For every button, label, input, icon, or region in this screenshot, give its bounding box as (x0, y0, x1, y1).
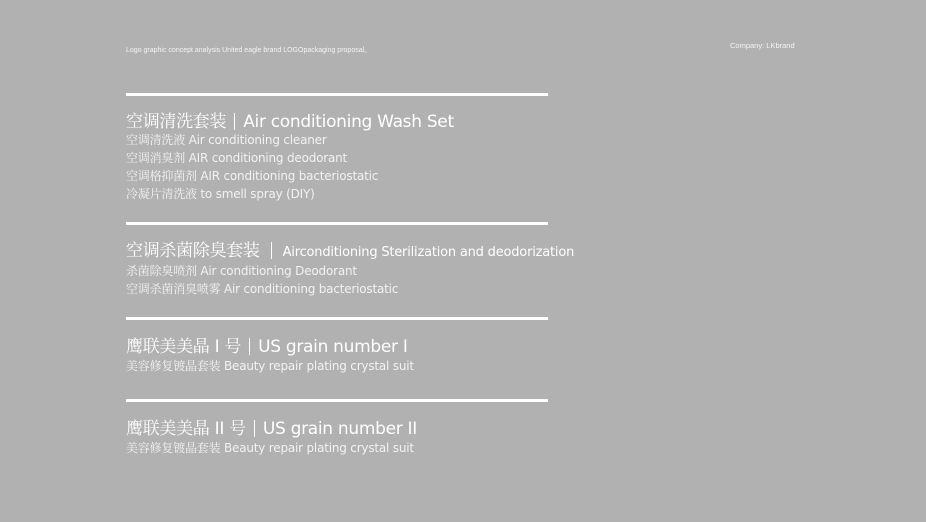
proposal-caption: Logo graphic concept analysis United eagle brand LOGOpackaging proposal。 (126, 47, 372, 54)
section-title (126, 414, 417, 439)
title-separator (254, 420, 255, 437)
section-title (126, 332, 408, 357)
section-title-en: US grain number II (262, 419, 417, 439)
title-separator (234, 113, 235, 130)
section-title-cn: 鹰联美美晶 II 号 (126, 419, 246, 439)
section-title (126, 236, 574, 261)
list-item: 美容修复镀晶套装 Beauty repair plating crystal suit (126, 359, 414, 373)
section-divider (126, 93, 548, 96)
section-title-cn: 空调杀菌除臭套装 (126, 241, 260, 261)
product-list (126, 131, 378, 203)
section-title (126, 107, 454, 132)
section-divider (126, 399, 548, 402)
section-title-en: Airconditioning Sterilization and deodorization (282, 245, 575, 260)
list-item: 杀菌除臭喷剂 Air conditioning Deodorant (126, 264, 357, 278)
section-title-cn: 鹰联美美晶 I 号 (126, 337, 242, 357)
section-divider (126, 222, 548, 225)
section-title-en: US grain number I (258, 337, 408, 357)
list-item: 空调格抑菌剂 AIR conditioning bacteriostatic (126, 169, 379, 183)
list-item: 冷凝片清洗液 to smell spray (DIY) (126, 187, 315, 201)
list-item: 空调清洗液 Air conditioning cleaner (126, 133, 327, 147)
list-item: 空调杀菌消臭喷雾 Air conditioning bacteriostatic (126, 282, 399, 296)
company-label: Company: LKbrand (730, 41, 795, 50)
title-separator (249, 338, 250, 355)
section-title-cn: 空调清洗套装 (126, 112, 227, 132)
title-separator (271, 242, 272, 259)
product-list (126, 262, 398, 298)
product-list (126, 439, 414, 457)
section-divider (126, 317, 548, 320)
list-item: 美容修复镀晶套装 Beauty repair plating crystal suit (126, 441, 414, 455)
product-list (126, 357, 414, 375)
list-item: 空调消臭剂 AIR conditioning deodorant (126, 151, 348, 165)
section-title-en: Air conditioning Wash Set (243, 112, 454, 132)
